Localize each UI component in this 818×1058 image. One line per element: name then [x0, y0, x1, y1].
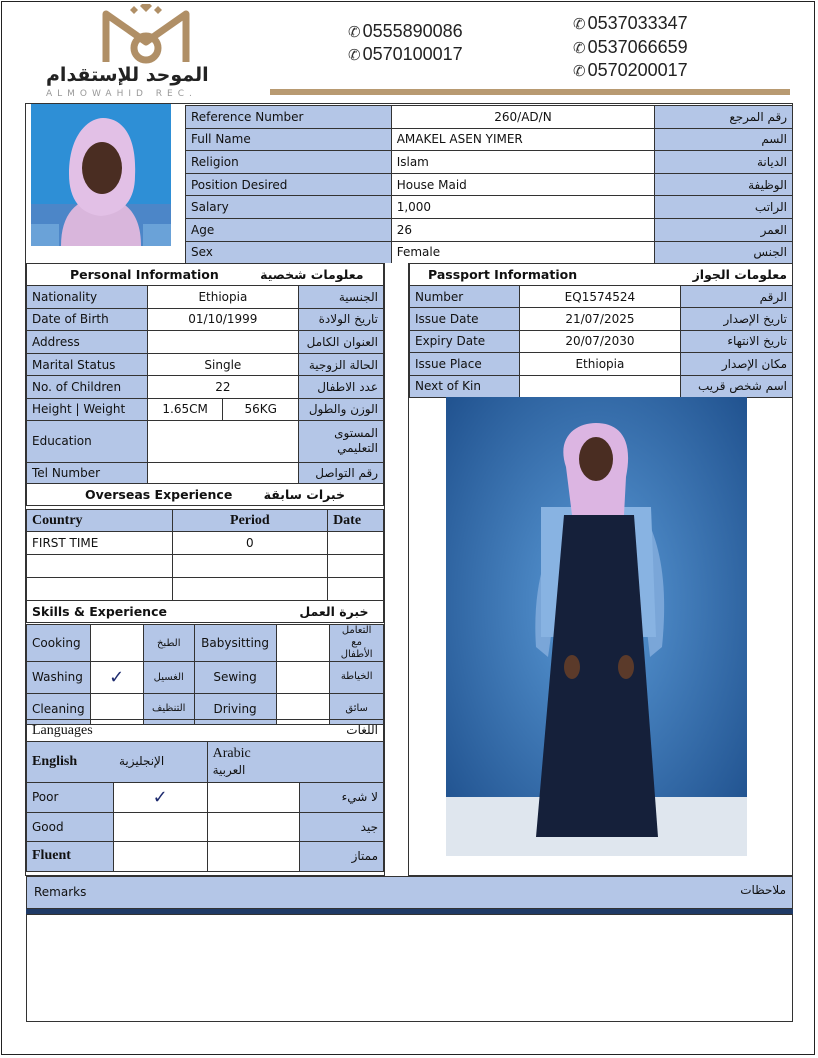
overseas-date[interactable] — [328, 578, 384, 601]
passport-info-row — [410, 308, 793, 330]
language-level-label-ar: لا شيء — [300, 783, 384, 813]
applicant-photo-full — [446, 397, 747, 856]
overseas-col-country: Country — [27, 510, 173, 532]
top-info-row — [186, 173, 793, 196]
overseas-row — [27, 555, 384, 578]
overseas-country[interactable]: FIRST TIME — [27, 532, 173, 555]
field-label: Religion — [186, 151, 392, 174]
skill-label-ar: التنظيف — [143, 693, 194, 725]
overseas-period[interactable]: 0 — [172, 532, 327, 555]
field-label-ar: تاريخ الإصدار — [681, 308, 793, 330]
field-label: Full Name — [186, 128, 392, 151]
section-title-ar: اللغات — [346, 722, 378, 737]
top-info-row — [186, 106, 793, 129]
arabic-level-checkbox[interactable] — [207, 842, 300, 872]
section-title: Passport Information — [428, 267, 578, 282]
passport-info-row — [410, 375, 793, 397]
field-label-ar: العنوان الكامل — [299, 331, 384, 354]
field-label-ar: السم — [655, 128, 793, 151]
overseas-table — [26, 509, 384, 623]
language-level-label-ar: جيد — [300, 812, 384, 842]
height-weight-label-ar: الوزن والطول — [299, 398, 384, 420]
skill-checkbox[interactable] — [276, 625, 330, 662]
phone-number[interactable]: ✆ 0570100017 — [348, 44, 463, 64]
field-value[interactable]: AMAKEL ASEN YIMER — [391, 128, 655, 151]
languages-table — [26, 719, 384, 872]
language-level-label: Poor — [27, 783, 114, 813]
arabic-level-checkbox[interactable] — [207, 812, 300, 842]
overseas-period[interactable] — [172, 578, 327, 601]
skill-label: Washing — [27, 662, 91, 694]
top-info-table — [185, 105, 793, 264]
language-level-row — [27, 812, 384, 842]
section-title-ar: معلومات الجواز — [692, 267, 787, 282]
skill-checkbox[interactable] — [276, 662, 330, 694]
overseas-date[interactable] — [328, 555, 384, 578]
field-value[interactable]: 20/07/2030 — [519, 330, 680, 352]
field-label: Age — [186, 218, 392, 241]
language-level-label: Fluent — [27, 842, 114, 872]
skills-table — [26, 624, 384, 725]
skill-label-ar: سائق — [330, 693, 384, 725]
languages-header — [27, 720, 384, 742]
field-label-ar: رقم المرجع — [655, 106, 793, 129]
skill-label-ar: التعامل مع الأطفال — [330, 625, 384, 662]
phone-icon: ✆ — [573, 39, 586, 57]
field-label-ar: الراتب — [655, 196, 793, 219]
field-label: Nationality — [27, 286, 148, 309]
skills-header — [27, 601, 384, 623]
overseas-row — [27, 578, 384, 601]
field-label-ar: الوظيفة — [655, 173, 793, 196]
personal-info-row — [27, 353, 384, 376]
field-label-ar: العمر — [655, 218, 793, 241]
tel-label-ar: رقم التواصل — [299, 462, 384, 483]
overseas-col-period: Period — [172, 510, 327, 532]
field-label-ar: الرقم — [681, 286, 793, 308]
field-label: Reference Number — [186, 106, 392, 129]
personal-info-row — [27, 376, 384, 399]
section-title-ar: معلومات شخصية — [260, 267, 364, 282]
field-label: Expiry Date — [410, 330, 520, 352]
field-label: Marital Status — [27, 353, 148, 376]
skill-label: Driving — [194, 693, 276, 725]
logo-english-text: ALMOWAHID REC. — [46, 89, 197, 99]
applicant-photo-small — [31, 104, 171, 246]
field-value[interactable]: 1,000 — [391, 196, 655, 219]
skill-label: Babysitting — [194, 625, 276, 662]
education-label-ar: المستوى التعليمي — [299, 420, 384, 462]
language-level-label: Good — [27, 812, 114, 842]
phone-icon: ✆ — [348, 46, 361, 64]
overseas-col-date: Date — [328, 510, 384, 532]
field-label: No. of Children — [27, 376, 148, 399]
skill-label-ar: الغسيل — [143, 662, 194, 694]
section-title: Personal Information — [70, 267, 219, 282]
phone-number[interactable]: ✆ 0537066659 — [573, 37, 688, 57]
overseas-period[interactable] — [172, 555, 327, 578]
education-label: Education — [27, 420, 148, 462]
field-value[interactable]: Single — [147, 353, 298, 376]
phone-icon: ✆ — [348, 23, 361, 41]
field-value[interactable]: Ethiopia — [147, 286, 298, 309]
header-divider — [270, 89, 790, 95]
skill-checkbox[interactable] — [90, 625, 143, 662]
personal-info-row — [27, 331, 384, 354]
field-label-ar: عدد الاطفال — [299, 376, 384, 399]
arabic-level-checkbox[interactable] — [207, 783, 300, 813]
education-value[interactable] — [147, 420, 298, 462]
field-label-ar: الجنسية — [299, 286, 384, 309]
field-value[interactable] — [147, 331, 298, 354]
field-value[interactable]: Female — [391, 241, 655, 264]
field-label: Issue Date — [410, 308, 520, 330]
section-title-ar: خبرات سابقة — [263, 486, 346, 502]
passport-info-row — [410, 286, 793, 308]
arabic-heading: Arabic العربية — [207, 742, 383, 783]
top-info-row — [186, 128, 793, 151]
personal-info-header — [27, 264, 384, 286]
phone-number[interactable]: ✆ 0555890086 — [348, 21, 463, 41]
skill-label-ar: الخياطة — [330, 662, 384, 694]
height-weight-label: Height | Weight — [27, 398, 148, 420]
english-heading: English الإنجليزية — [27, 742, 208, 783]
language-level-label-ar: ممتاز — [300, 842, 384, 872]
field-value[interactable] — [519, 375, 680, 397]
skills-row — [27, 625, 384, 662]
skill-label-ar: الطبخ — [143, 625, 194, 662]
english-level-checkbox[interactable] — [113, 842, 207, 872]
language-level-row — [27, 842, 384, 872]
logo-emblem-icon — [40, 4, 250, 68]
top-info-row — [186, 241, 793, 264]
phone-number[interactable]: ✆ 0570200017 — [573, 60, 688, 80]
personal-info-row — [27, 286, 384, 309]
field-value[interactable]: 26 — [391, 218, 655, 241]
field-value[interactable]: Islam — [391, 151, 655, 174]
weight-value[interactable]: 56KG — [223, 398, 299, 420]
logo-arabic-text: الموحد للإستقدام — [46, 64, 209, 86]
skills-row — [27, 662, 384, 694]
field-label-ar: اسم شخص قريب — [681, 375, 793, 397]
overseas-country[interactable] — [27, 578, 173, 601]
section-title: Languages — [32, 722, 93, 738]
field-value[interactable]: 21/07/2025 — [519, 308, 680, 330]
remarks-label-ar: ملاحظات — [740, 883, 786, 897]
top-info-row — [186, 218, 793, 241]
phone-icon: ✆ — [573, 15, 586, 33]
field-label-ar: الديانة — [655, 151, 793, 174]
height-value[interactable]: 1.65CM — [147, 398, 223, 420]
english-level-checkbox[interactable]: ✓ — [113, 783, 207, 813]
remarks-bar — [26, 876, 793, 909]
field-label: Position Desired — [186, 173, 392, 196]
field-label-ar: تاريخ الولادة — [299, 308, 384, 331]
field-label: Number — [410, 286, 520, 308]
field-label-ar: مكان الإصدار — [681, 353, 793, 375]
passport-info-table — [409, 263, 793, 398]
top-info-row — [186, 196, 793, 219]
field-value[interactable]: 260/AD/N — [391, 106, 655, 129]
field-label: Sex — [186, 241, 392, 264]
field-label: Next of Kin — [410, 375, 520, 397]
field-label: Date of Birth — [27, 308, 148, 331]
top-info-row — [186, 151, 793, 174]
skill-label: Sewing — [194, 662, 276, 694]
field-label-ar: الحالة الزوجية — [299, 353, 384, 376]
section-title: Skills & Experience — [32, 604, 167, 619]
overseas-row — [27, 532, 384, 555]
overseas-header — [27, 483, 384, 505]
section-title-ar: خبرة العمل — [299, 604, 369, 619]
field-label-ar: تاريخ الانتهاء — [681, 330, 793, 352]
tel-value[interactable] — [147, 462, 298, 483]
field-label: Salary — [186, 196, 392, 219]
remarks-label: Remarks — [34, 885, 87, 899]
field-value[interactable]: House Maid — [391, 173, 655, 196]
language-level-row — [27, 783, 384, 813]
field-value[interactable]: EQ1574524 — [519, 286, 680, 308]
skill-checkbox[interactable]: ✓ — [90, 662, 143, 694]
passport-info-header — [410, 264, 793, 286]
overseas-country[interactable] — [27, 555, 173, 578]
field-value[interactable]: Ethiopia — [519, 353, 680, 375]
remarks-field[interactable] — [26, 914, 793, 1022]
field-value[interactable]: 01/10/1999 — [147, 308, 298, 331]
field-label-ar: الجنس — [655, 241, 793, 264]
tel-label: Tel Number — [27, 462, 148, 483]
section-gap — [384, 263, 409, 876]
field-value[interactable]: 22 — [147, 376, 298, 399]
skill-label: Cooking — [27, 625, 91, 662]
field-label: Issue Place — [410, 353, 520, 375]
english-level-checkbox[interactable] — [113, 812, 207, 842]
passport-info-row — [410, 330, 793, 352]
field-label: Address — [27, 331, 148, 354]
personal-info-table — [26, 263, 384, 506]
phone-number[interactable]: ✆ 0537033347 — [573, 13, 688, 33]
passport-info-row — [410, 353, 793, 375]
skill-label: Cleaning — [27, 693, 91, 725]
overseas-date[interactable] — [328, 532, 384, 555]
phone-icon: ✆ — [573, 62, 586, 80]
personal-info-row — [27, 308, 384, 331]
section-title: Overseas Experience — [85, 486, 233, 502]
